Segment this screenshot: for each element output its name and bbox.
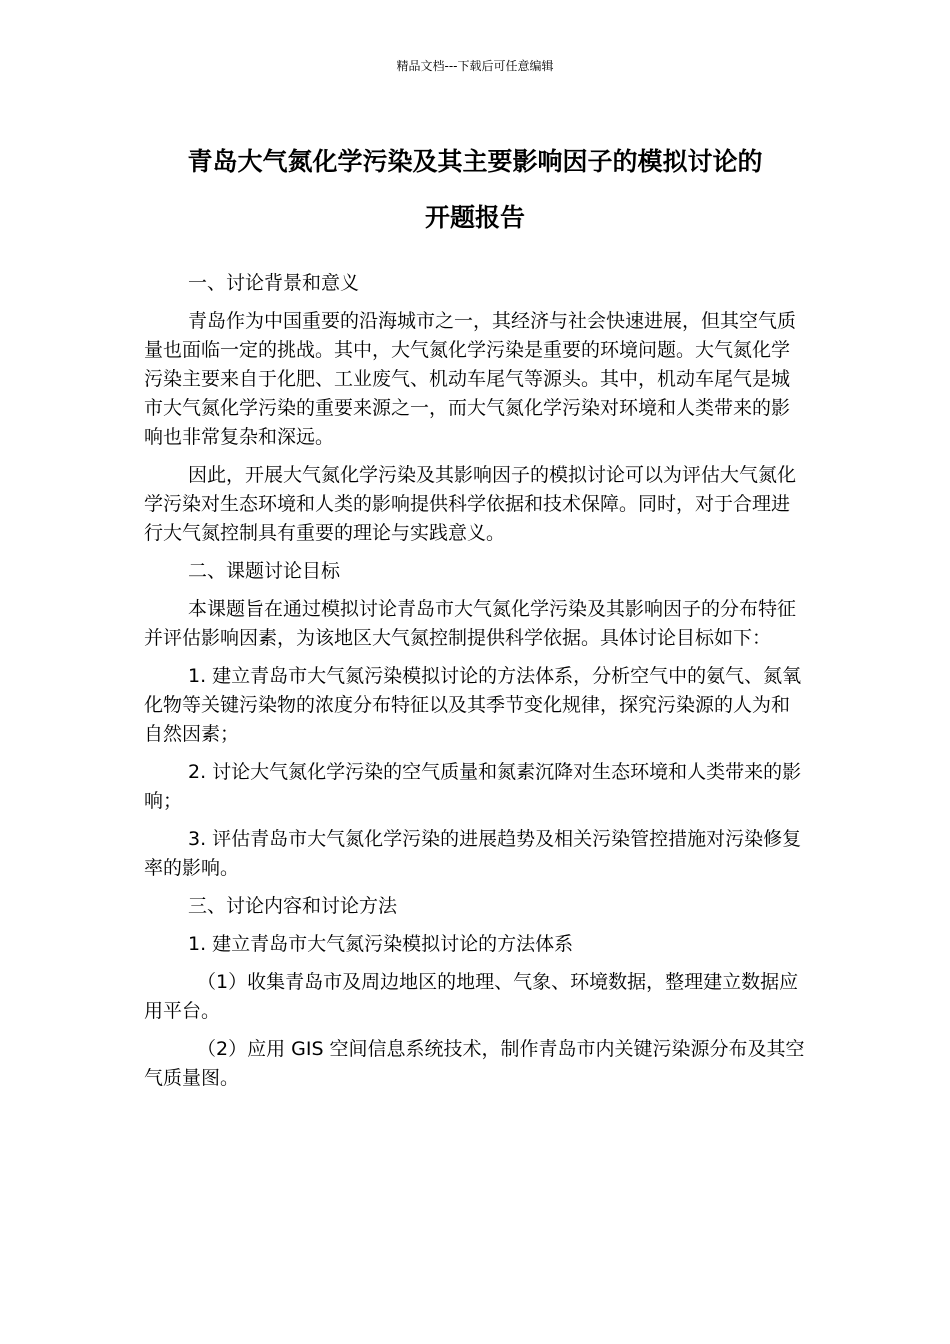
paragraph-objectives-intro: 本课题旨在通过模拟讨论青岛市大气氮化学污染及其影响因子的分布特征并评估影响因素，为该地区大气氮控制提供科学依据。具体讨论目标如下： <box>144 598 797 649</box>
paragraph-background: 青岛作为中国重要的沿海城市之一，其经济与社会快速进展，但其空气质量也面临一定的挑战。其中，大气氮化学污染是重要的环境问题。大气氮化学污染主要来自于化肥、工业废气、机动车尾气等源头。其中，机动车尾气是城市大气氮化学污染的重要来源之一，而大气氮化学污染对环境和人类带来的影响也非常复杂和深远。 <box>144 310 797 448</box>
title-line-1: 青岛大气氮化学污染及其主要影响因子的模拟讨论的 <box>187 147 763 176</box>
section-heading-background: 一、讨论背景和意义 <box>188 272 360 294</box>
document-body <box>144 269 808 1102</box>
paragraph-significance: 因此，开展大气氮化学污染及其影响因子的模拟讨论可以为评估大气氮化学污染对生态环境和人类的影响提供科学依据和技术保障。同时，对于合理进行大气氮控制具有重要的理论与实践意义。 <box>144 464 797 544</box>
objective-item-1: 1. 建立青岛市大气氮污染模拟讨论的方法体系，分析空气中的氨气、氮氧化物等关键污染物的浓度分布特征以及其季节变化规律，探究污染源的人为和自然因素； <box>144 665 802 745</box>
section-heading-methods: 三、讨论内容和讨论方法 <box>188 895 398 917</box>
title-line-2: 开题报告 <box>424 203 525 232</box>
method-subitem-2: （2）应用 GIS 空间信息系统技术，制作青岛市内关键污染源分布及其空气质量图。 <box>144 1038 805 1089</box>
section-heading-objectives: 二、课题讨论目标 <box>188 560 341 582</box>
header-note: 精品文档---下载后可任意编辑 <box>396 59 554 73</box>
objective-item-3: 3. 评估青岛市大气氮化学污染的进展趋势及相关污染管控措施对污染修复率的影响。 <box>144 828 802 879</box>
document-title <box>140 134 810 246</box>
method-subitem-1: （1）收集青岛市及周边地区的地理、气象、环境数据，整理建立数据应用平台。 <box>144 971 799 1022</box>
objective-item-2: 2. 讨论大气氮化学污染的空气质量和氮素沉降对生态环境和人类带来的影响； <box>144 761 802 812</box>
method-item-1: 1. 建立青岛市大气氮污染模拟讨论的方法体系 <box>188 933 574 955</box>
